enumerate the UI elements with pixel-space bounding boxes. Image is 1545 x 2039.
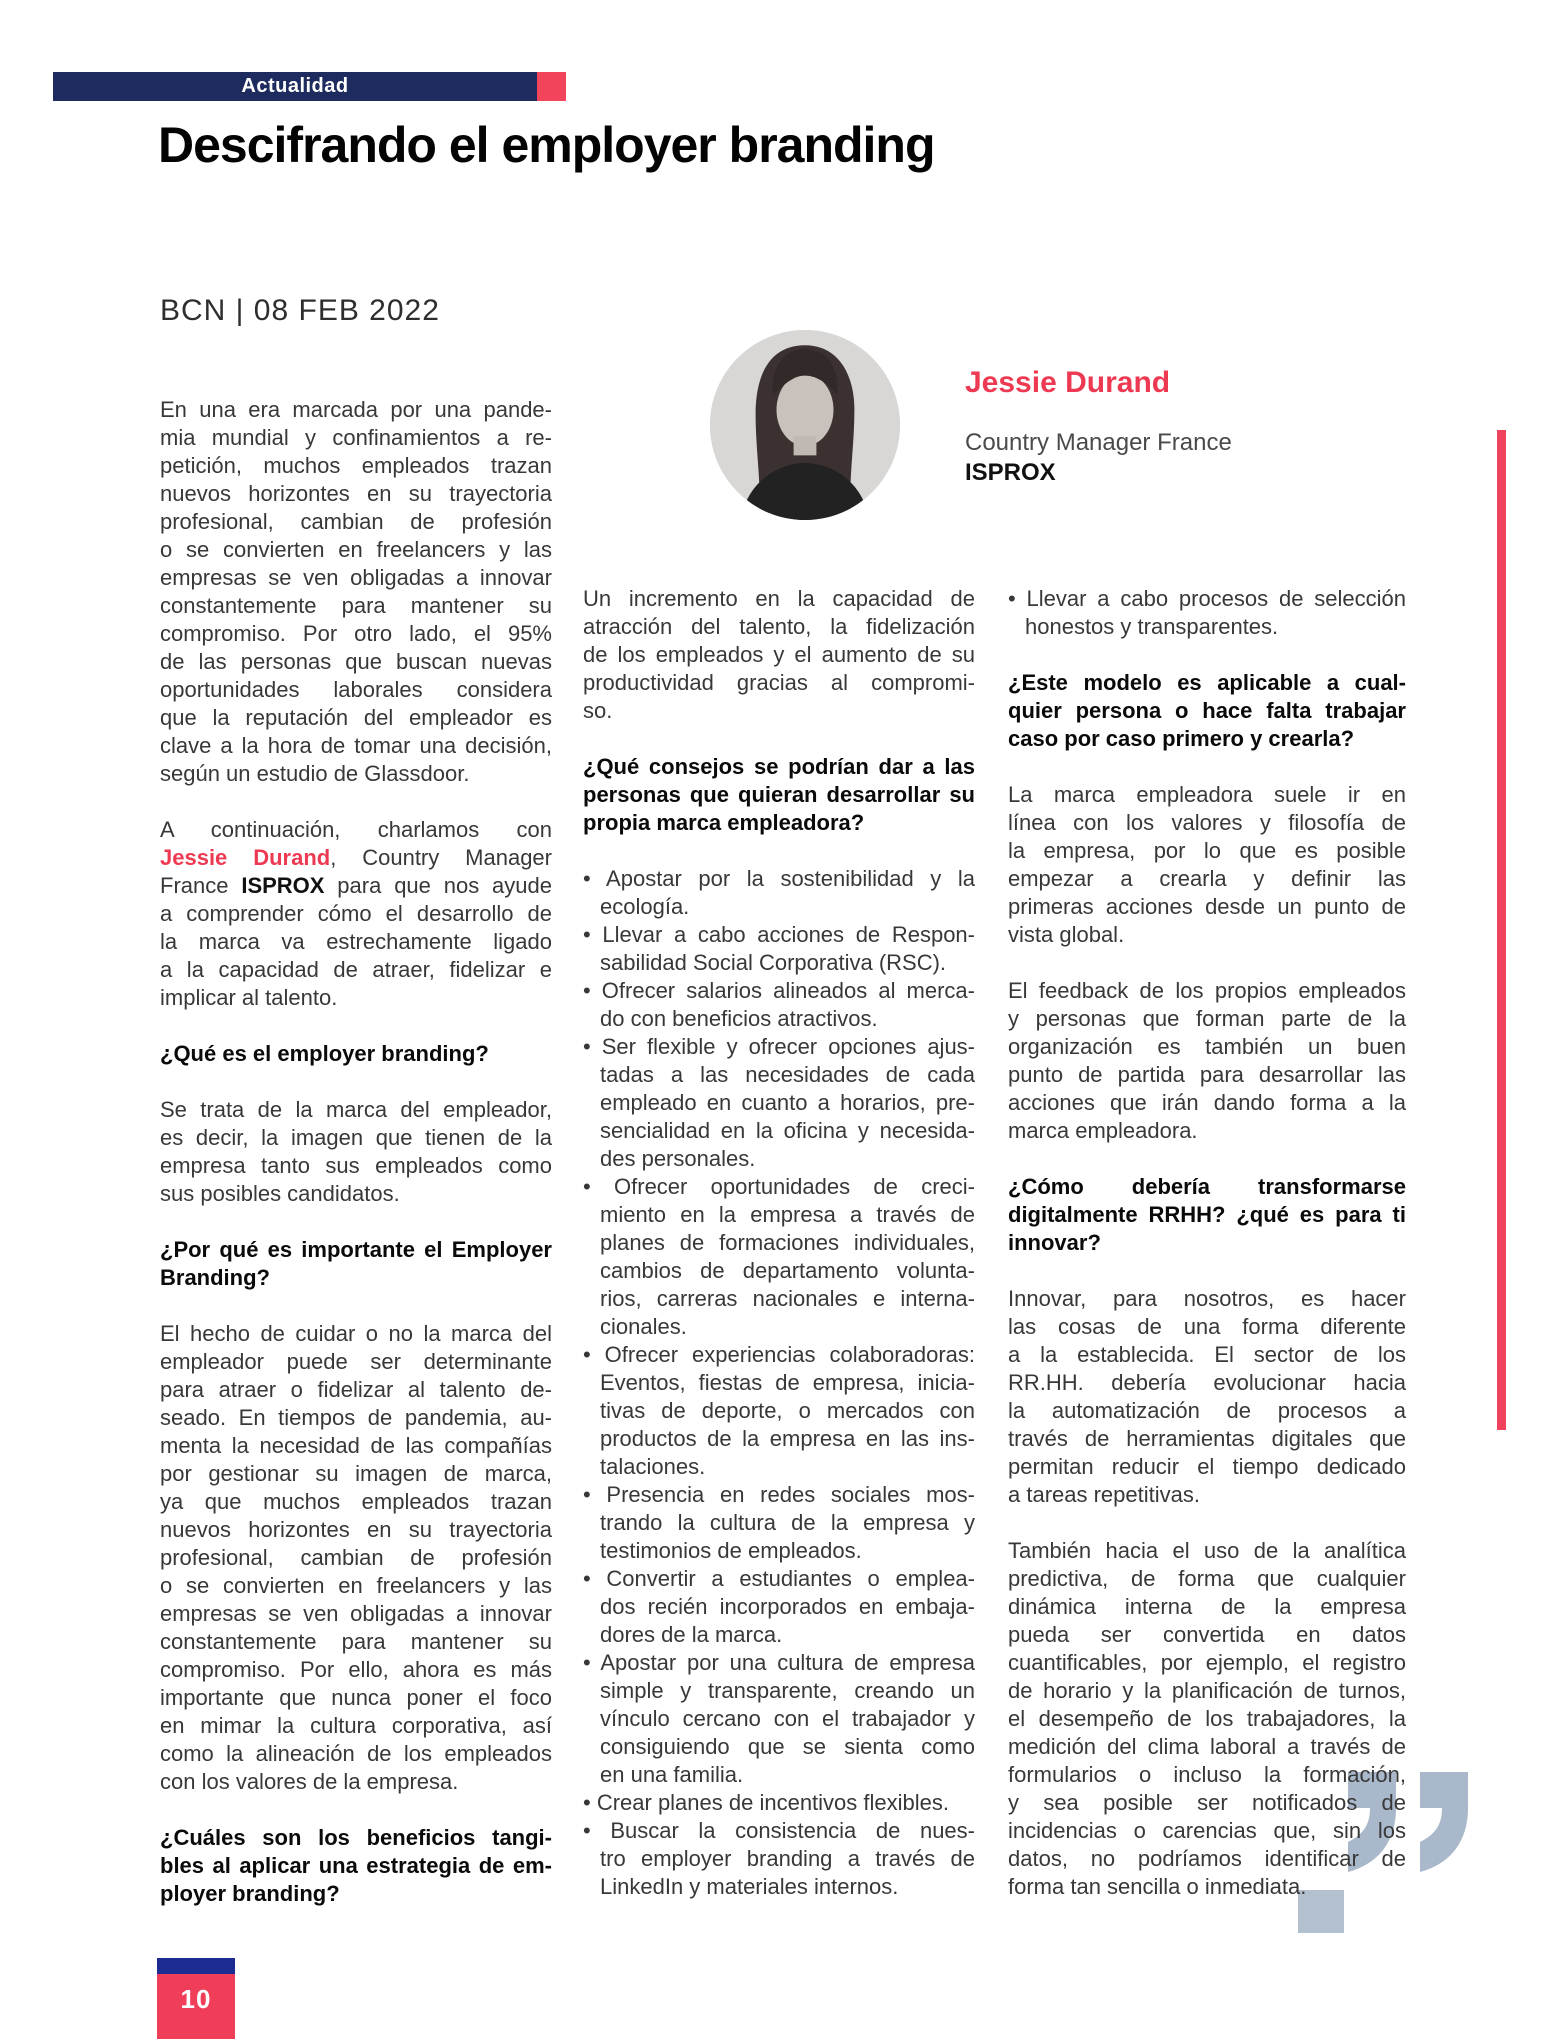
text-line: dinámica interna de la empresa [1008, 1594, 1406, 1619]
bullet-item [583, 1341, 975, 1481]
text-line: tro employer branding a través de [600, 1846, 975, 1871]
bullet-item [583, 977, 975, 1033]
paragraph [583, 585, 975, 725]
article-column-1 [160, 396, 552, 1936]
heading [1008, 1173, 1406, 1257]
text-line: ya que muchos empleados trazan [160, 1489, 552, 1514]
text-line: marca empleadora. [1008, 1118, 1198, 1143]
inline-bold: ISPROX [241, 873, 325, 898]
paragraph [160, 816, 552, 1012]
bullet-item [583, 1173, 975, 1341]
text-line: la empresa, por lo que es posible [1008, 838, 1406, 863]
text-line: • Llevar a cabo acciones de Respon- [583, 922, 975, 947]
text-line: las cosas de una forma diferente [1008, 1314, 1406, 1339]
text-line: • Llevar a cabo procesos de selección [1008, 586, 1406, 611]
bullet-item [1008, 585, 1406, 641]
text-line: en mimar la cultura corporativa, así [160, 1713, 552, 1738]
article-column-2 [583, 585, 975, 1929]
text-line: • Ser flexible y ofrecer opciones ajus- [583, 1034, 975, 1059]
profile-name: Jessie Durand [965, 366, 1171, 399]
bullet-item [583, 1789, 975, 1817]
text-line: sencialidad en la oficina y necesida- [600, 1118, 975, 1143]
text-line: ployer branding? [160, 1881, 340, 1906]
inline-name-highlight: Jessie Durand [160, 845, 331, 870]
text-line: tadas a las necesidades de cada [600, 1062, 975, 1087]
paragraph [160, 1320, 552, 1796]
text-line: productividad gracias al compromi- [583, 670, 975, 695]
text-line: profesional, cambian de profesión [160, 509, 552, 534]
text-line: caso por caso primero y crearla? [1008, 726, 1355, 751]
bullet-item [583, 921, 975, 977]
text-line: datos, no podríamos identificar de [1008, 1846, 1406, 1871]
text-line: clave a la hora de tomar una decisión, [160, 733, 552, 758]
text-line: cionales. [600, 1314, 687, 1339]
text-line: simple y transparente, creando un [600, 1678, 975, 1703]
text-line: la automatización de procesos a [1008, 1398, 1406, 1423]
text-line: Branding? [160, 1265, 270, 1290]
profile-role: Country Manager France [965, 429, 1232, 456]
text-line: France ISPROX para que nos ayude [160, 873, 552, 898]
page-badge-red-body [157, 1974, 235, 2039]
text-line: miento en la empresa a través de [600, 1202, 975, 1227]
text-line: oportunidades laborales considera [160, 677, 552, 702]
text-line: primeras acciones desde un punto de [1008, 894, 1406, 919]
text-line: so. [583, 698, 613, 723]
text-line: empezar a crearla y definir las [1008, 866, 1406, 891]
text-line: nuevos horizontes en su trayectoria [160, 481, 552, 506]
text-line: • Presencia en redes sociales mos- [583, 1482, 975, 1507]
text-line: trando la cultura de la empresa y [600, 1510, 975, 1535]
text-line: a comprender cómo el desarrollo de [160, 901, 552, 926]
text-line: talaciones. [600, 1454, 706, 1479]
text-line: través de herramientas digitales que [1008, 1426, 1406, 1451]
text-line: • Ofrecer oportunidades de creci- [583, 1174, 975, 1199]
profile-photo [710, 330, 900, 520]
text-line: Eventos, fiestas de empresa, inicia- [600, 1370, 975, 1395]
text-line: como la alineación de los empleados [160, 1741, 552, 1766]
text-line: seado. En tiempos de pandemia, au- [160, 1405, 552, 1430]
text-line: • Crear planes de incentivos flexibles. [583, 1790, 949, 1815]
text-line: de horario y la planificación de turnos, [1008, 1678, 1406, 1703]
text-line: El feedback de los propios empleados [1008, 978, 1406, 1003]
heading [160, 1824, 552, 1908]
text-line: dores de la marca. [600, 1622, 783, 1647]
text-line: a la establecida. El sector de los [1008, 1342, 1406, 1367]
text-line: honestos y transparentes. [1025, 614, 1279, 639]
article-column-3 [1008, 585, 1406, 1929]
paragraph [1008, 781, 1406, 949]
bullet-list [1008, 585, 1406, 641]
text-line: y personas que forman parte de la [1008, 1006, 1406, 1031]
text-line: Se trata de la marca del empleador, [160, 1097, 552, 1122]
text-line: compromiso. Por ello, ahora es más [160, 1657, 552, 1682]
page-number: 10 [180, 1984, 212, 2014]
bullet-item [583, 1033, 975, 1173]
section-tag-bar [53, 72, 537, 101]
paragraph [1008, 1537, 1406, 1901]
text-line: incidencias o carencias que, sin los [1008, 1818, 1406, 1843]
bullet-item [583, 865, 975, 921]
side-rule-decor [1497, 430, 1506, 1430]
text-line: propia marca empleadora? [583, 810, 865, 835]
text-line: dos recién incorporados en embaja- [600, 1594, 975, 1619]
text-line: a la capacidad de atraer, fidelizar e [160, 957, 552, 982]
text-line: petición, muchos empleados trazan [160, 453, 552, 478]
text-line: ecología. [600, 894, 690, 919]
text-line: bles al aplicar una estrategia de em- [160, 1853, 552, 1878]
text-line: punto de partida para desarrollar las [1008, 1062, 1406, 1087]
text-line: ¿Qué consejos se podrían dar a las [583, 754, 975, 779]
heading [1008, 669, 1406, 753]
text-line: línea con los valores y filosofía de [1008, 810, 1406, 835]
text-line: de las personas que buscan nuevas [160, 649, 552, 674]
text-line: constantemente para mantener su [160, 1629, 552, 1654]
text-line: predictiva, de forma que cualquier [1008, 1566, 1406, 1591]
text-line: Jessie Durand, Country Manager [160, 845, 552, 870]
text-line: forma tan sencilla o inmediata. [1008, 1874, 1307, 1899]
text-line: importante que nunca poner el foco [160, 1685, 552, 1710]
text-line: implicar al talento. [160, 985, 338, 1010]
text-line: para atraer o fidelizar al talento de- [160, 1377, 552, 1402]
text-line: es decir, la imagen que tienen de la [160, 1125, 552, 1150]
text-line: sus posibles candidatos. [160, 1181, 400, 1206]
text-line: atracción del talento, la fidelización [583, 614, 975, 639]
text-line: empresa tanto sus empleados como [160, 1153, 552, 1178]
text-line: formularios o incluso la formación, [1008, 1762, 1406, 1787]
bullet-list [583, 865, 975, 1901]
page-badge-navy-strip [157, 1958, 235, 1974]
text-line: o se convierten en freelancers y las [160, 537, 552, 562]
text-line: ¿Cómo debería transformarse [1008, 1174, 1406, 1199]
bullet-item [583, 1817, 975, 1901]
text-line: medición del clima laboral a través de [1008, 1734, 1406, 1759]
text-line: • Convertir a estudiantes o emplea- [583, 1566, 975, 1591]
text-line: RR.HH. debería evolucionar hacia [1008, 1370, 1406, 1395]
text-line: ¿Qué es el employer branding? [160, 1041, 489, 1066]
text-line: de los empleados y el aumento de su [583, 642, 975, 667]
paragraph [160, 396, 552, 788]
text-line: según un estudio de Glassdoor. [160, 761, 470, 786]
text-line: sabilidad Social Corporativa (RSC). [600, 950, 947, 975]
section-tag-label: Actualidad [241, 75, 349, 97]
text-line: cuantificables, por ejemplo, el registro [1008, 1650, 1406, 1675]
text-line: des personales. [600, 1146, 756, 1171]
text-line: ¿Cuáles son los beneficios tangi- [160, 1825, 552, 1850]
text-line: pueda ser convertida en datos [1008, 1622, 1406, 1647]
text-line: la marca va estrechamente ligado [160, 929, 552, 954]
text-line: planes de formaciones individuales, [600, 1230, 975, 1255]
text-line: vínculo cercano con el trabajador y [600, 1706, 975, 1731]
text-line: empleador puede ser determinante [160, 1349, 552, 1374]
text-line: LinkedIn y materiales internos. [600, 1874, 899, 1899]
text-line: empleado en cuanto a horarios, pre- [600, 1090, 975, 1115]
dateline: BCN | 08 FEB 2022 [160, 294, 440, 327]
text-line: Un incremento en la capacidad de [583, 586, 975, 611]
text-line: La marca empleadora suele ir en [1008, 782, 1406, 807]
text-line: empresas se ven obligadas a innovar [160, 1601, 552, 1626]
text-line: cambios de departamento volunta- [600, 1258, 975, 1283]
text-line: consiguiendo que se sienta como [600, 1734, 975, 1759]
bullet-item [583, 1649, 975, 1789]
text-line: nuevos horizontes en su trayectoria [160, 1517, 552, 1542]
text-line: compromiso. Por otro lado, el 95% [160, 621, 552, 646]
bullet-item [583, 1565, 975, 1649]
text-line: do con beneficios atractivos. [600, 1006, 878, 1031]
text-line: o se convierten en freelancers y las [160, 1573, 552, 1598]
text-line: por gestionar su imagen de marca, [160, 1461, 552, 1486]
paragraph [1008, 977, 1406, 1145]
text-line: con los valores de la empresa. [160, 1769, 459, 1794]
text-line: a tareas repetitivas. [1008, 1482, 1200, 1507]
text-line: quier persona o hace falta trabajar [1008, 698, 1406, 723]
heading [160, 1040, 552, 1068]
text-line: permitan reducir el tiempo dedicado [1008, 1454, 1406, 1479]
text-line: que la reputación del empleador es [160, 705, 552, 730]
text-line: rios, carreras nacionales e interna- [600, 1286, 975, 1311]
profile-block [965, 366, 1232, 488]
text-line: ¿Este modelo es aplicable a cual- [1008, 670, 1406, 695]
bullet-item [583, 1481, 975, 1565]
text-line: personas que quieran desarrollar su [583, 782, 975, 807]
text-line: testimonios de empleados. [600, 1538, 862, 1563]
text-line: • Ofrecer experiencias colaboradoras: [583, 1342, 975, 1367]
text-line: vista global. [1008, 922, 1125, 947]
text-line: y sea posible ser notificados de [1008, 1790, 1406, 1815]
text-line: digitalmente RRHH? ¿qué es para ti [1008, 1202, 1406, 1227]
text-line: • Apostar por una cultura de empresa [583, 1650, 975, 1675]
text-line: el desempeño de los trabajadores, la [1008, 1706, 1406, 1731]
text-line: constantemente para mantener su [160, 593, 552, 618]
text-line: acciones que irán dando forma a la [1008, 1090, 1406, 1115]
text-line: A continuación, charlamos con [160, 817, 552, 842]
page-number-badge [157, 1958, 235, 2039]
text-line: menta la necesidad de las compañías [160, 1433, 552, 1458]
text-line: En una era marcada por una pande- [160, 397, 552, 422]
text-line: También hacia el uso de la analítica [1008, 1538, 1406, 1563]
section-tag-red-cap [537, 72, 566, 101]
text-line: El hecho de cuidar o no la marca del [160, 1321, 552, 1346]
text-line: empresas se ven obligadas a innovar [160, 565, 552, 590]
text-line: organización es también un buen [1008, 1034, 1406, 1059]
text-line: • Apostar por la sostenibilidad y la [583, 866, 975, 891]
text-line: mia mundial y confinamientos a re- [160, 425, 552, 450]
text-line: tivas de deporte, o mercados con [600, 1398, 975, 1423]
profile-company: ISPROX [965, 459, 1056, 486]
page-title: Descifrando el employer branding [158, 117, 935, 173]
text-line: en una familia. [600, 1762, 744, 1787]
text-line: • Ofrecer salarios alineados al merca- [583, 978, 975, 1003]
text-line: Innovar, para nosotros, es hacer [1008, 1286, 1406, 1311]
text-line: productos de la empresa en las ins- [600, 1426, 975, 1451]
heading [160, 1236, 552, 1292]
text-line: ¿Por qué es importante el Employer [160, 1237, 552, 1262]
text-line: • Buscar la consistencia de nues- [583, 1818, 975, 1843]
paragraph [160, 1096, 552, 1208]
text-line: innovar? [1008, 1230, 1101, 1255]
heading [583, 753, 975, 837]
text-line: profesional, cambian de profesión [160, 1545, 552, 1570]
paragraph [1008, 1285, 1406, 1509]
